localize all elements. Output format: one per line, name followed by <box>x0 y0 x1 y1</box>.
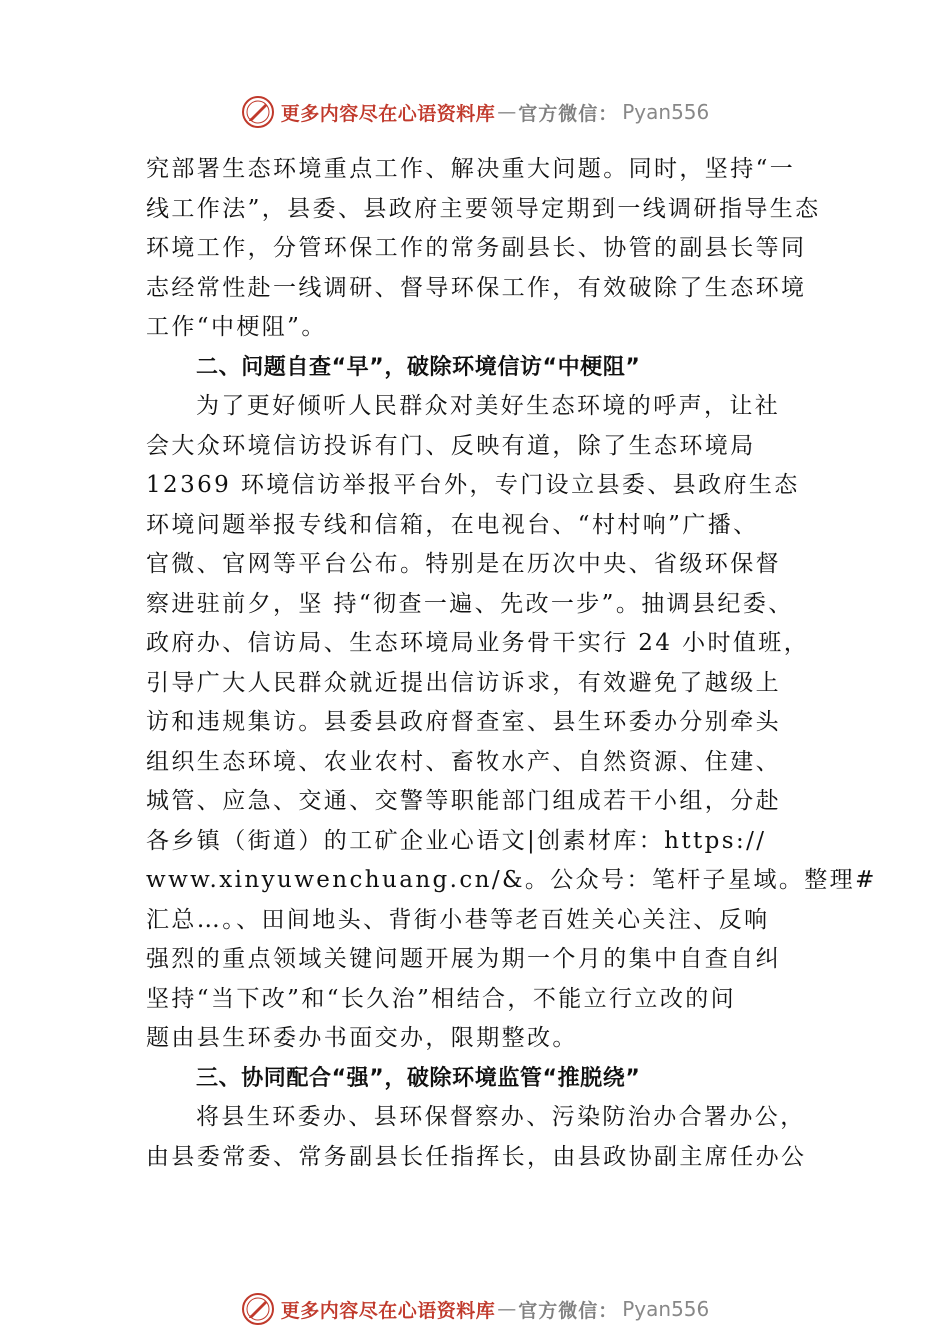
paragraph-2 <box>146 387 877 1059</box>
text-line: 城管、应急、交通、交警等职能部门组成若干小组，分赴 <box>146 788 781 814</box>
text-line: 将县生环委办、县环保督察办、污染防治办合署办公， <box>196 1104 806 1130</box>
text-line: 强烈的重点领域关键问题开展为期一个月的集中自查自纠 <box>146 946 781 972</box>
text-line: 组织生态环境、农业农村、畜牧水产、自然资源、住建、 <box>146 748 781 775</box>
text-line: 为了更好倾听人民群众对美好生态环境的呼声，让社 <box>196 393 781 419</box>
seal-logo-icon <box>241 95 275 129</box>
header-banner <box>0 90 950 134</box>
header-wechat-id: Pyan556 <box>622 100 710 124</box>
text-line: 汇总…。、田间地头、背街小巷等老百姓关心关注、反响 <box>146 906 770 933</box>
paragraph-1 <box>146 150 821 348</box>
header-dash: — <box>497 101 517 123</box>
text-line: 访和违规集访。县委县政府督查室、县生环委办分别牵头 <box>146 709 781 735</box>
seal-logo-icon <box>241 1292 275 1326</box>
text-line: 线工作法”，县委、县政府主要领导定期到一线调研指导生态 <box>146 195 821 222</box>
footer-wechat-label: 官方微信： <box>518 1299 619 1322</box>
text-line: 志经常性赴一线调研、督导环保工作，有效破除了生态环境 <box>146 274 807 301</box>
text-line: 坚持“当下改”和“长久治”相结合，不能立行立改的问 <box>146 985 737 1012</box>
text-line: 环境问题举报专线和信箱，在电视台、“村村响”广播、 <box>146 511 759 538</box>
footer-wechat-id: Pyan556 <box>622 1297 710 1321</box>
footer-banner <box>0 1287 950 1331</box>
text-line: 12369 环境信访举报平台外，专门设立县委、县政府生态 <box>146 472 800 498</box>
footer-dash: — <box>497 1298 517 1320</box>
text-line: 官微、官网等平台公布。特别是在历次中央、省级环保督 <box>146 551 781 577</box>
text-line: 工作“中梗阻”。 <box>146 314 327 340</box>
text-line: 环境工作，分管环保工作的常务副县长、协管的副县长等同 <box>146 235 807 261</box>
header-brand-text: 更多内容尽在心语资料库 <box>280 102 496 125</box>
footer-brand-text: 更多内容尽在心语资料库 <box>280 1299 496 1322</box>
text-line: 察进驻前夕，坚 持“彻查一遍、先改一步”。抽调县纪委、 <box>146 590 794 617</box>
text-line: 政府办、信访局、生态环境局业务骨干实行 24 小时值班， <box>146 630 810 656</box>
document-body <box>146 150 877 1177</box>
section-heading-3: 三、协同配合“强”，破除环境监管“推脱绕” <box>196 1065 641 1091</box>
text-line: 会大众环境信访投诉有门、反映有道，除了生态环境局 <box>146 432 756 459</box>
text-line: 题由县生环委办书面交办，限期整改。 <box>146 1025 578 1051</box>
header-wechat-label: 官方微信： <box>518 102 619 125</box>
text-line: 究部署生态环境重点工作、解决重大问题。同时，坚持“一 <box>146 156 796 182</box>
text-line: www.xinyuwenchuang.cn/&。公众号：笔杆子星域。整理# <box>146 867 877 893</box>
section-heading-2: 二、问题自查“早”，破除环境信访“中梗阻” <box>196 354 641 380</box>
paragraph-3 <box>146 1098 811 1177</box>
text-line: 由县委常委、常务副县长任指挥长，由县政协副主席任办公 <box>146 1143 807 1170</box>
text-line: 引导广大人民群众就近提出信访诉求，有效避免了越级上 <box>146 669 781 696</box>
text-line: 各乡镇（街道）的工矿企业心语文|创素材库：https:// <box>146 827 767 854</box>
